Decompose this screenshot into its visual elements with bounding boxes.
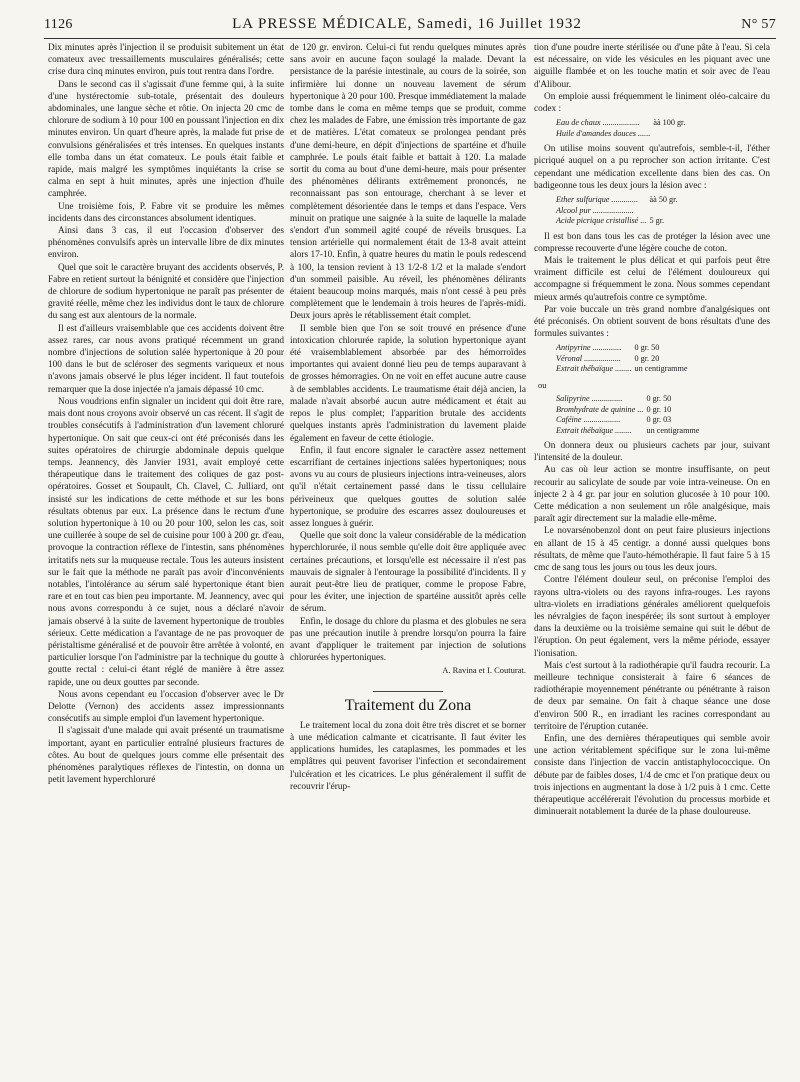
formula-row: Bromhydrate de quinine ... 0 gr. 10	[556, 404, 672, 414]
paragraph: On donnera deux ou plusieurs cachets par jour, suivant l'intensité de la douleur.	[534, 441, 770, 464]
paragraph: Il s'agissait d'une malade qui avait présenté un traumatisme important, ayant en particulier entraîné plusieurs fractures de côtes. Au bout de quelques jours comme elle présentait des phénomènes paralytiques réflexes de l'intestin, on donna un petit lavement hyperchloruré	[48, 726, 284, 786]
paragraph: Enfin, il faut encore signaler le caractère assez nettement escarrifiant de certaines injections salées hypertoniques; nous avons vu au cours de plusieurs injections intra-veineuses, alors qu'il n'était certainement passé dans le tissu cellulaire périveineux que quelques gouttes de solution salée hypertonique, se produire des escarres assez douloureuses et assez longues à guérir.	[290, 445, 526, 529]
paragraph: Quelle que soit donc la valeur considérable de la médication hyperchlorurée, il nous semble qu'elle doit être appliquée avec certaines précautions, et lorsqu'elle est nécessaire il n'est pas mauvais de signaler à l'entourage la possibilité d'incidents. Il y aurait peut-être lieu de pratiquer, comme le propose Fabre, pour les éviter, une injection de spartéine aussitôt après celle de sérum.	[290, 531, 526, 615]
formula-row: Caféine .................. 0 gr. 03	[556, 415, 672, 425]
paragraph: Il est d'ailleurs vraisemblable que ces accidents doivent être assez rares, car nous avons pratiqué récemment un grand nombre d'injections de solution salée hypertonique à 20 pour 100 dans le but de scléroser des segments variqueux et nous n'avons jamais observé le plus léger incident. Il faut toutefois remarquer que la dose injectée n'a jamais dépassé 10 cmc.	[48, 323, 284, 395]
paragraph: Ainsi dans 3 cas, il eut l'occasion d'observer des phénomènes convulsifs après un intervalle libre de dix minutes environ.	[48, 226, 284, 261]
paragraph: Le novarsénobenzol dont on peut faire plusieurs injections en allant de 15 à 45 centigr. a donné aussi quelques bons résultats, de même que l'auto-hémothérapie. Il faut faire 5 à 15 cmc de sang tous les jours ou tous les deux jours.	[534, 526, 770, 574]
formula-row: Ether sulfurique ............. àà 50 gr.	[556, 195, 678, 205]
formula-row: Alcool pur ....................	[556, 205, 634, 215]
formula-row: Eau de chaux .................. àà 100 gr.	[556, 118, 686, 128]
section-divider	[373, 691, 443, 692]
paragraph: Contre l'élément douleur seul, on préconise l'emploi des rayons ultra-violets ou des rayons infra-rouges. Les rayons ultra-violets en irradiations générales améliorent quelquefois les névralgies de façon inespérée; ils sont surtout à employer dans la deuxième ou la troisième semaine qui suit le début de l'éruption. On peut également, vers la même période, essayer l'ionisation.	[534, 575, 770, 659]
paragraph: Dix minutes après l'injection il se produisit subitement un état comateux avec tressaillements musculaires généralisés; cette crise dura cinq minutes environ, puis tout rentra dans l'ordre.	[48, 43, 284, 78]
paragraph: de 120 gr. environ. Celui-ci fut rendu quelques minutes après sans avoir en aucune façon soulagé la malade. Devant la persistance de la parésie intestinale, au cours de la soirée, son infirmière lui donne un nouveau lavement de sérum hypertonique à 20 pour 100. Presque immédiatement la malade tombe dans le coma en même temps que se produit, comme chez les malades de Fabre, une émission très importante de gaz et de matières. L'état comateux se prolongea pendant près d'une demi-heure, en dépit d'injections de spartéine et d'huile camphrée. Le pouls était faible et battait à 120. La malade sortit du coma au bout d'une demi-heure, mais pour présenter des phénomènes délirants extrêmement prononcés, ne reconnaissant pas son entourage, cherchant à se lever et complètement désorientée dans le temps et dans l'espace. Vers minuit on pratique une saignée à la suite de laquelle la malade s'endort d'un sommeil agité coupé de réveils brusques. La tension artérielle qui normalement était de 13-8 avait atteint alors 17-10. Enfin, à quatre heures du matin le pouls redescend à 100, la tension revient à 13 1/2-8 1/2 et la malade s'endort d'un sommeil paisible. Au réveil, les phénomènes délirants étaient beaucoup moins marqués, mais n'ont cessé à peu près complètement que le lendemain à trois heures de l'après-midi. Deux jours après le rétablissement était complet.	[290, 43, 526, 322]
paragraph: Mais c'est surtout à la radiothérapie qu'il faudra recourir. La meilleure technique consisterait à faire 6 séances de radiothérapie moyennement pénétrante ou pénétrante à raison de deux par semaine. On fait à chaque séance une dose d'environ 500 R., en irradiant les racines correspondant au territoire de l'éruption cutanée.	[534, 660, 770, 732]
formula-row: Extrait thébaïque ........ un centigramme	[556, 425, 700, 435]
header-rule	[44, 38, 776, 39]
formula-antipyrine	[556, 343, 690, 375]
formula-liniment	[556, 118, 688, 139]
paragraph: Une troisième fois, P. Fabre vit se produire les mêmes incidents dans des circonstances absolument identiques.	[48, 201, 284, 224]
journal-title: LA PRESSE MÉDICALE, Samedi, 16 Juillet 1932	[232, 16, 582, 32]
paragraph: Enfin, le dosage du chlore du plasma et des globules ne sera pas une précaution inutile à prendre lorsqu'on pourra la faire avant d'appliquer le traitement par injection de solutions chlorurées hypertoniques.	[290, 616, 526, 664]
formula-salipyrine	[556, 394, 702, 436]
formula-row: Salipyrine ............... 0 gr. 50	[556, 394, 672, 404]
paragraph: Mais le traitement le plus délicat et qui parfois peut être vraiment difficile est celui de l'élément douloureux qui accompagne si fréquemment le zona. Nous sommes cependant mieux armés qu'autrefois contre ce symptôme.	[534, 255, 770, 303]
paragraph: Le traitement local du zona doit être très discret et se borner à une médication calmante et cicatrisante. Il faut éviter les applications humides, les cataplasmes, les pommades et les emplâtres qui peuvent favoriser l'infection et secondairement l'ulcération et les cicatrices. Le plus généralement il suffit de recouvrir l'érup-	[290, 720, 526, 792]
column-1	[48, 42, 284, 1072]
paragraph: Par voie buccale un très grand nombre d'analgésiques ont été préconisés. On obtient souvent de bons résultats d'une des formules suivantes :	[534, 304, 770, 340]
paragraph: On utilise moins souvent qu'autrefois, semble-t-il, l'éther picriqué auquel on a pu reprocher son action irritante. C'est cependant une médication excellente dans bien des cas. On badigeonne tous les deux jours la lésion avec :	[534, 144, 770, 191]
formula-row: Antipyrine .............. 0 gr. 50	[556, 343, 660, 353]
page-number: 1126	[44, 17, 73, 32]
paragraph: Nous voudrions enfin signaler un incident qui doit être rare, mais dont nous croyons avoir observé un cas récent. Il s'agit de troubles consécutifs à l'administration d'un lavement chloruré hypertonique. On sait que ceux-ci ont été préconisés dans les suites opératoires de chirurgie abdominale depuis quelque temps. Jeannency, dès Janvier 1931, avait employé cette thérapeutique dans le traitement des coliques de gaz post-opératoires. Gosset et Soupault, Ch. Clavel, C. Julliard, ont insisté sur les indications de cette méthode et sur les bons résultats obtenus par eux. La présence dans le rectum d'une solution hypertonique à 10 ou 20 pour 100, selon les cas, soit une cuillerée à soupe de sel de cuisine pour 100 à 200 gr. d'eau, provoque la contraction réflexe de l'intestin, sans phénomènes irritatifs nets sur la muqueuse rectale. Tous les auteurs insistent sur le fait que la méthode ne paraît pas avoir d'inconvénients notables, l'intolérance au sérum salé hypertonique étant bien rare et en tout cas bien peu importante. M. Jeannency, avec qui nous avons correspondu à ce sujet, nous a déclaré n'avoir jamais observé à la suite de lavement hypertonique de troubles sérieux. Cette médication a l'avantage de ne pas provoquer de péristaltisme généralisé et de pouvoir être arrêtée à volonté, en particulier lorsque l'on l'administre par la technique du goutte à goutte rectal : celui-ci étant réglé de manière à être assez rapide, une ou deux gouttes par seconde.	[48, 396, 284, 688]
paragraph: Dans le second cas il s'agissait d'une femme qui, à la suite d'une hystérectomie sub-totale, présentait des douleurs abdominales, une langue sèche et rôtie. On injecta 20 cmc de chlorure de sodium à 10 pour 100 en poussant l'injection en dix minutes environ. Un quart d'heure après, la malade fut prise de convulsions généralisées et très intenses. En quelques instants elle tomba dans un état comateux. Le pouls était faible et rapide, mais malgré les symptômes inquiétants la crise se calma en sept à huit minutes, après une injection d'huile camphrée.	[48, 79, 284, 200]
formula-row: Véronal .................. 0 gr. 20	[556, 353, 660, 363]
issue-number: N° 57	[741, 17, 776, 32]
paragraph: Quel que soit le caractère bruyant des accidents observés, P. Fabre en retient surtout la bénignité et considère que l'injection de chlorure de sodium hypertonique ne paraît pas présenter de gravité réelle, même chez les individus dont le taux de chlorure du sang est aux alentours de la normale.	[48, 262, 284, 322]
paragraph: On emploie aussi fréquemment le liniment oléo-calcaire du codex :	[534, 91, 770, 115]
column-2	[290, 42, 526, 1072]
column-3	[534, 42, 770, 1072]
paragraph: tion d'une poudre inerte stérilisée ou d'une pâte à l'eau. Si cela est nécessaire, on vide les vésicules en les piquant avec une aiguille flambée et on les touche matin et soir avec de l'eau d'Alibour.	[534, 43, 770, 90]
paragraph: Au cas où leur action se montre insuffisante, on peut recourir au salicylate de soude par voie intra-veineuse. On en injecte 2 à 4 gr. par jour en solution glucosée à 10 pour 100. Cette médication a non seulement un rôle analgésique, mais paraît agir directement sur la maladie elle-même.	[534, 465, 770, 525]
paragraph: Il est bon dans tous les cas de protéger la lésion avec une compresse recouverte d'une légère couche de coton.	[534, 231, 770, 254]
article-signature: A. Ravina et I. Couturat.	[442, 665, 526, 676]
formula-alternative: ou	[538, 379, 547, 390]
paragraph: Nous avons cependant eu l'occasion d'observer avec le Dr Delotte (Vernon) des accidents assez impressionnants consécutifs au simple emploi d'un lavement hypertonique.	[48, 689, 284, 725]
formula-ether	[556, 195, 680, 227]
paragraph: Enfin, une des dernières thérapeutiques qui semble avoir une action véritablement spécifique sur le zona lui-même consiste dans l'injection de vaccin antistaphylococcique. On débute par de faibles doses, 1/4 de cmc et l'on pratique deux ou trois injections en augmentant la dose à 1/2 puis à 1 cmc. Cette thérapeutique accélérerait l'évolution du processus morbide et diminuerait notablement la durée de la phase douloureuse.	[534, 733, 770, 818]
formula-row: Huile d'amandes douces ......	[556, 128, 651, 138]
paragraph: Il semble bien que l'on se soit trouvé en présence d'une intoxication chlorurée rapide, la solution hypertonique ayant été vraisemblablement absorbée par des hémorroïdes importantes qui avaient donné lieu peu de temps auparavant à de grosses hémorragies. On ne voit en effet aucune autre cause à de semblables accidents. Le traumatisme était déjà ancien, la malade n'avait absorbé aucun autre médicament et était au repos le plus complet; l'apparition brutale des accidents quelques instants après l'administration du lavement plaide également en faveur de cette étiologie.	[290, 323, 526, 444]
page-header	[44, 16, 776, 38]
formula-row: Extrait thébaïque ........ un centigramme	[556, 364, 688, 374]
formula-row: Acide picrique cristallisé ... 5 gr.	[556, 216, 665, 226]
section-title: Traitement du Zona	[344, 696, 472, 714]
